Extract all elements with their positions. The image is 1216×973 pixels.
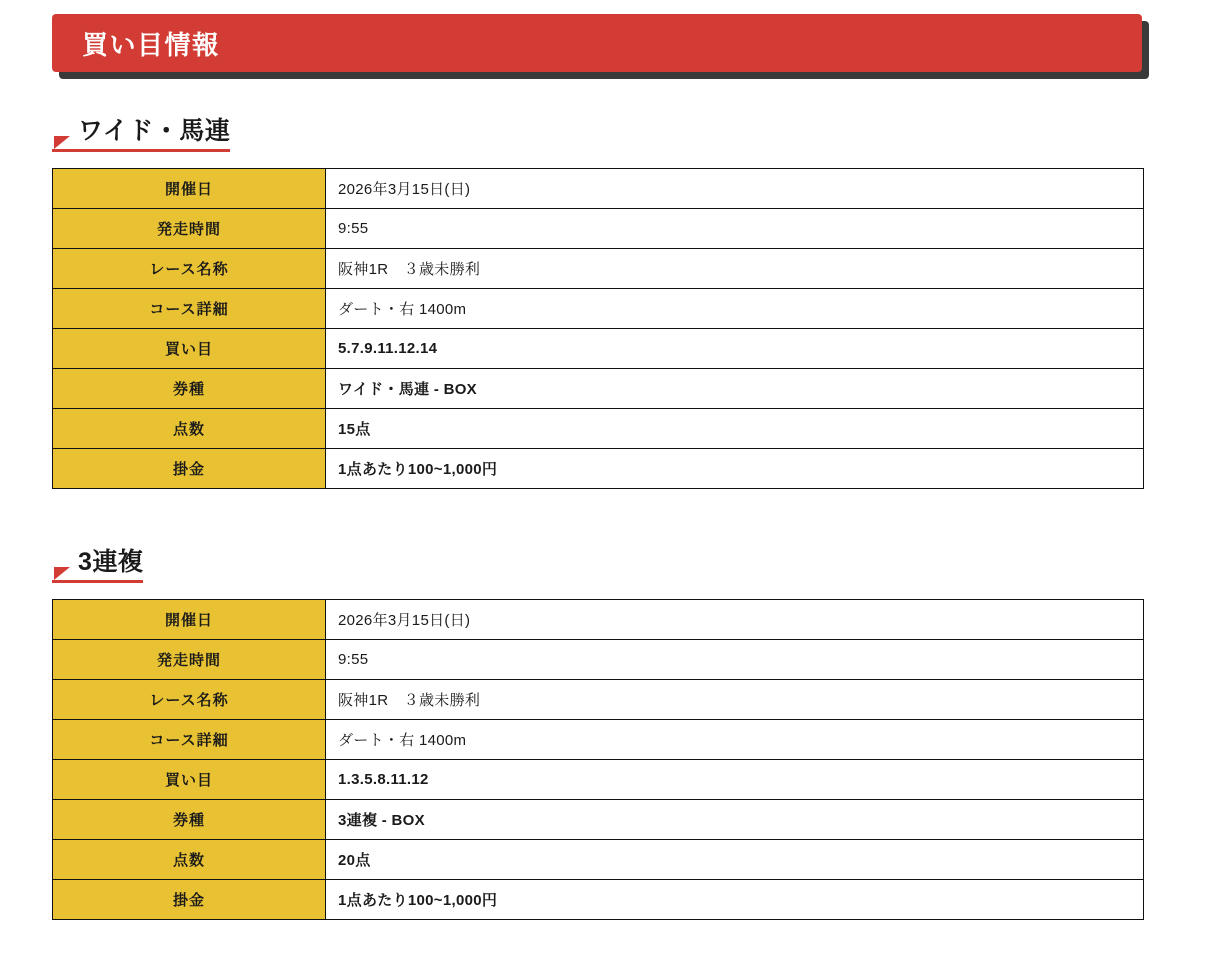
table-row: [53, 840, 1144, 880]
row-label: 開催日: [53, 169, 326, 209]
table-row: [53, 600, 1144, 640]
row-value: ダート・右 1400m: [326, 720, 1144, 760]
row-value: ダート・右 1400m: [326, 289, 1144, 329]
row-label: 発走時間: [53, 209, 326, 249]
row-label: 点数: [53, 840, 326, 880]
row-value: 阪神1R ３歳未勝利: [326, 249, 1144, 289]
row-value: 5.7.9.11.12.14: [326, 329, 1144, 369]
table-row: [53, 209, 1144, 249]
row-label: 券種: [53, 800, 326, 840]
row-label: 掛金: [53, 880, 326, 920]
row-value: 15点: [326, 409, 1144, 449]
row-value: 1点あたり100~1,000円: [326, 449, 1144, 489]
row-value: ワイド・馬連 - BOX: [326, 369, 1144, 409]
section-underline: [52, 580, 143, 583]
triangle-marker-icon: [54, 567, 70, 580]
row-label: 買い目: [53, 329, 326, 369]
page-header: [52, 14, 1142, 72]
row-value: 1.3.5.8.11.12: [326, 760, 1144, 800]
row-value: 1点あたり100~1,000円: [326, 880, 1144, 920]
table-row: [53, 409, 1144, 449]
row-label: 掛金: [53, 449, 326, 489]
row-value: 20点: [326, 840, 1144, 880]
section-heading-label: 3連複: [78, 548, 144, 576]
table-row: [53, 720, 1144, 760]
bet-info-table: [52, 168, 1144, 489]
section-underline: [52, 149, 230, 152]
section-sanrenpuku: [52, 547, 1164, 920]
page-title: 買い目情報: [82, 29, 220, 60]
table-row: [53, 169, 1144, 209]
row-label: 開催日: [53, 600, 326, 640]
table-row: [53, 329, 1144, 369]
table-row: [53, 449, 1144, 489]
table-row: [53, 640, 1144, 680]
row-label: レース名称: [53, 249, 326, 289]
row-value: 2026年3月15日(日): [326, 600, 1144, 640]
section-heading: [52, 547, 143, 583]
page-root: [0, 14, 1216, 920]
bet-info-table: [52, 599, 1144, 920]
section-heading-label: ワイド・馬連: [78, 117, 231, 145]
row-label: レース名称: [53, 680, 326, 720]
header-bar: [52, 14, 1142, 72]
row-label: 買い目: [53, 760, 326, 800]
row-value: 9:55: [326, 640, 1144, 680]
row-label: 券種: [53, 369, 326, 409]
row-value: 阪神1R ３歳未勝利: [326, 680, 1144, 720]
triangle-marker-icon: [54, 136, 70, 149]
row-label: 点数: [53, 409, 326, 449]
table-row: [53, 760, 1144, 800]
row-value: 9:55: [326, 209, 1144, 249]
row-label: 発走時間: [53, 640, 326, 680]
row-label: コース詳細: [53, 289, 326, 329]
row-value: 2026年3月15日(日): [326, 169, 1144, 209]
section-heading: [52, 116, 230, 152]
table-row: [53, 680, 1144, 720]
row-value: 3連複 - BOX: [326, 800, 1144, 840]
table-row: [53, 249, 1144, 289]
table-row: [53, 289, 1144, 329]
table-row: [53, 800, 1144, 840]
table-row: [53, 369, 1144, 409]
section-wide-umaren: [52, 116, 1164, 489]
row-label: コース詳細: [53, 720, 326, 760]
table-row: [53, 880, 1144, 920]
